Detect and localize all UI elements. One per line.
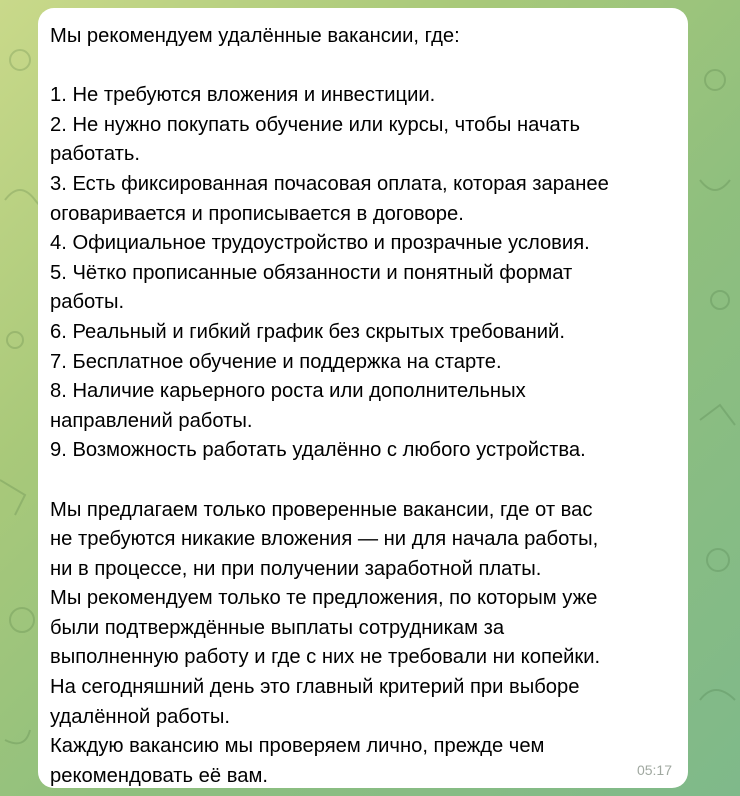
list-line: 5. Чётко прописанные обязанности и понятный формат [50,261,573,284]
paragraph-gap [50,466,676,496]
list-line: 1. Не требуются вложения и инвестиции. [50,84,436,107]
list-line: 9. Возможность работать удалённо с любого устройства. [50,439,586,462]
list-line: 3. Есть фиксированная почасовая оплата, которая заранее [50,172,609,195]
outro-line: ни в процессе, ни при получении заработной платы. [50,557,542,580]
outro-line: Мы рекомендуем только те предложения, по которым уже [50,587,598,610]
list-line: 6. Реальный и гибкий график без скрытых требований. [50,320,565,343]
outro-line: Мы предлагаем только проверенные вакансии, где от вас [50,498,593,521]
list-line: оговаривается и прописывается в договоре. [50,202,464,225]
message-bubble[interactable] [38,8,688,788]
paragraph-gap [50,52,676,82]
list-line: 4. Официальное трудоустройство и прозрачные условия. [50,232,590,255]
outro-line: не требуются никакие вложения — ни для начала работы, [50,528,599,551]
list-line: работать. [50,143,140,166]
outro-line: На сегодняшний день это главный критерий при выборе [50,676,580,699]
list-line: 8. Наличие карьерного роста или дополнительных [50,380,526,403]
list-line: 2. Не нужно покупать обучение или курсы, чтобы начать [50,113,581,136]
outro-line: выполненную работу и где с них не требовали ни копейки. [50,646,601,669]
list-line: работы. [50,291,125,314]
message-time: 05:17 [636,762,672,778]
list-line: 7. Бесплатное обучение и поддержка на старте. [50,350,502,373]
message-intro: Мы рекомендуем удалённые вакансии, где: [50,25,460,47]
outro-line: удалённой работы. [50,705,231,728]
outro-line: были подтверждённые выплаты сотрудникам за [50,616,505,639]
outro-line: Каждую вакансию мы проверяем лично, прежде чем [50,735,545,758]
outro-line: рекомендовать её вам. [50,764,268,787]
list-line: направлений работы. [50,409,253,432]
